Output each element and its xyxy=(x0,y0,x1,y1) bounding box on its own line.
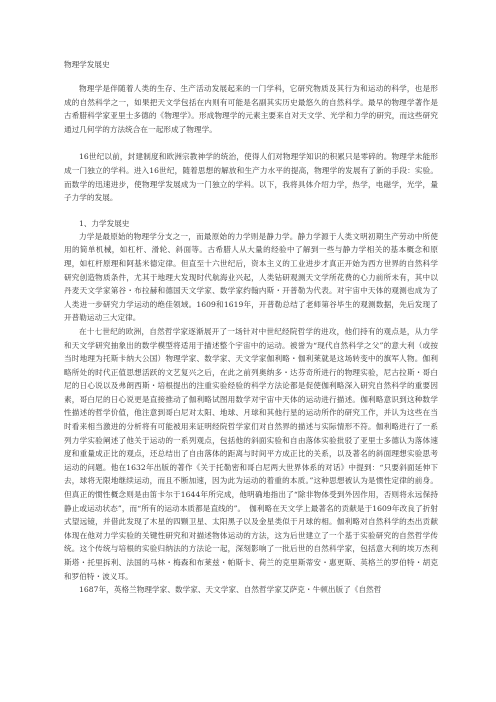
document-title: 物理学发展史 xyxy=(64,60,110,69)
section-paragraph-2: 在十七世纪的欧洲，自然哲学家逐渐展开了一场针对中世纪经院哲学的进攻，他们持有的观点是，从力学和天文学研究抽象出的数学模型将适用于描述整个宇宙中的运动。被誉为“现代自然科学之父”的意大利（或按当时地理为托斯卡纳大公国）物理学家、数学家、天文学家伽利略・伽利莱就是这场转变中的旗军人物。伽利略所处的时代正值思想活跃的文艺复兴之后，在此之前列奥纳多・达芬奇所进行的物理实验，尼古拉斯・哥白尼的日心说以及弗朗西斯・培根提出的注重实验经验的科学方法论都是促使伽利略深入研究自然科学的重要因素，哥白尼的日心说更是直接推动了伽利略试图用数学对宇宙中天体的运动进行描述。伽利略意识到这种数学性描述的哲学价值，他注意到哥白尼对太阳、地球、月球和其他行星的运动所作的研究工作，并认为这些在当时看来相当激进的分析将有可能被用来证明经院哲学家们对自然界的描述与实际情形不符。伽利略进行了一系列力学实验阐述了他关于运动的一系列观点，包括他的斜面实验和自由落体实验批驳了亚里士多德认为落体速度和重量成正比的观点，还总结出了自由落体的距离与时间平方成正比的关系，以及著名的斜面理想实验思考运动的问题。他在1632年出版的著作《关于托勒密和哥白尼两大世界体系的对话》中提到：“只要斜面延伸下去，球将无限地继续运动，而且不断加速，因为此为运动的着重的本质。”这种思想被认为是惯性定律的前身。但真正的惯性概念则是由笛卡尔于1644年所完成，他明确地指出了“除非物体受到外因作用，否则将永远保持静止或运动状态”，而“所有的运动本质都是直线的”。 伽利略在天文学上最著名的贡献是于1609年改良了折射式望远镜，并借此发现了木星的四颗卫星、太阳黑子以及金星类似于月球的相。伽利略对自然科学的杰出贡献体现在他对力学实验的关键性研究和对描述物体运动的方法，这为后世建立了一个基于实验研究的自然哲学传统。这个传统与培根的实验归纳法的方法论一起，深刻影响了一批后世的自然科学家，包括意大利的埃万杰利斯塔・托里拆利、法国的马林・梅森和布莱兹・帕斯卡、荷兰的克里斯蒂安・惠更斯、英格兰的罗伯特・胡克和罗伯特・波义耳。 xyxy=(64,326,438,581)
intro-paragraph-1: 物理学是伴随着人类的生存、生产活动发展起来的一门学科，它研究物质及其行为和运动的科学，也是形成的自然科学之一，如果把天文学包括在内则有可能是名副其实历史最悠久的自然科学。最早的物理学著作是古希腊科学家亚里士多德的《物理学》。形成物理学的元素主要来自对天文学、光学和力学的研究，而这些研究通过几何学的方法统合在一起形成了物理学。 xyxy=(64,84,438,134)
section-paragraph-1: 力学是最原始的物理学分支之一，而最原始的力学则是静力学。静力学源于人类文明初期生产劳动中所使用的简单机械，如杠杆、滑轮、斜面等。古希腊人从大量的经验中了解到一些与静力学相关的基本概念和原理，如杠杆原理和阿基米德定律。但直至十六世纪后，资本主义的工业进步才真正开始为西方世界的自然科学研究创造物质条件，尤其于地理大发现时代航海业兴起，人类钻研观测天文学所花费的心力前所未有，其中以丹麦天文学家第谷・布拉赫和德国天文学家、数学家约翰内斯・开普勒为代表。对宇宙中天体的观测也成为了人类进一步研究力学运动的绝佳领域。1609和1619年，开普勒总结了老师第谷毕生的观测数据，先后发现了开普勒运动三大定律。 xyxy=(64,231,438,323)
intro-paragraph-2: 16世纪以前，封建制度和欧洲宗教神学的统治，使得人们对物理学知识的积累只是零碎的。物理学未能形成一门独立的学科。进入16世纪，随着思想的解放和生产力水平的提高，物理学的发展有了新的手段：实验。而数学的迅速进步，使物理学发展成为一门独立的学科。以下，我将具体介绍力学，热学，电磁学，光学，量子力学的发展。 xyxy=(64,152,438,203)
document-body xyxy=(64,60,438,597)
section-heading: 1、力学发展史 xyxy=(79,218,130,228)
section-paragraph-3: 1687年，英格兰物理学家、数学家、天文学家、自然哲学家艾萨克・牛顿出版了《自然哲 xyxy=(79,585,382,595)
